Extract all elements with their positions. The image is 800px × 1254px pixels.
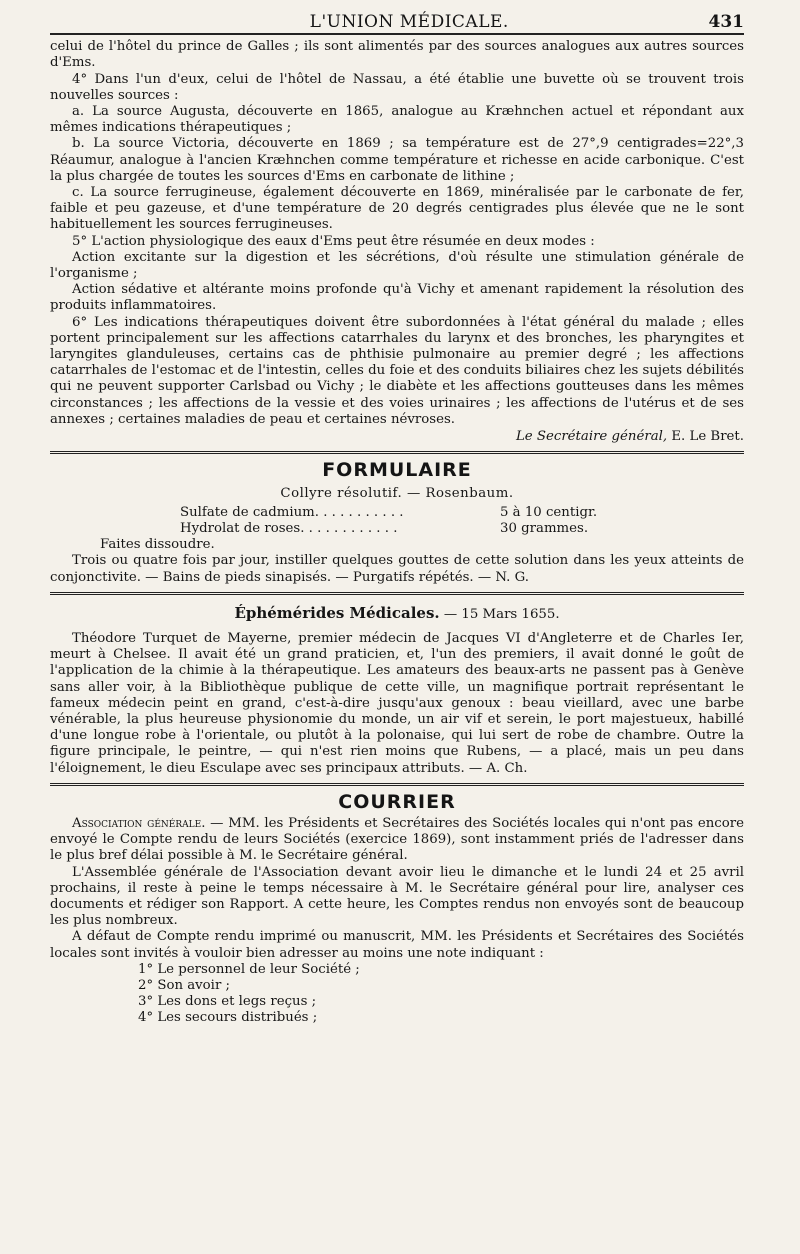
courrier-heading: COURRIER: [338, 790, 456, 813]
recipe-item: [180, 505, 620, 521]
paragraph: c. La source ferrugineuse, également découverte en 1869, minéralisée par le carbonate de fer, faible et peu gazeuse, et d'une température de 20 degrés centigrades plus élevée que ne le sont habituellement les sources ferrugineuses.: [50, 185, 744, 233]
section-divider: [50, 451, 744, 454]
paragraph: 4° Dans l'un d'eux, celui de l'hôtel de Nassau, a été établie une buvette où se trouvent trois nouvelles sources :: [50, 71, 744, 103]
paragraph: [50, 816, 744, 865]
section-divider: [50, 783, 744, 786]
list-item: 4° Les secours distribués ;: [138, 1010, 318, 1026]
formulaire-section: [50, 486, 744, 585]
journal-title: L'UNION MÉDICALE.: [309, 12, 509, 32]
signature: [50, 429, 744, 445]
ingredient-qty: 30 grammes.: [500, 520, 589, 536]
paragraph: 5° L'action physiologique des eaux d'Ems peut être résumée en deux modes :: [72, 233, 595, 249]
paragraph: a. La source Augusta, découverte en 1865, analogue au Kræhnchen actuel et répondant aux mêmes indications thérapeutiques ;: [50, 104, 744, 136]
page-number: 431: [708, 12, 744, 32]
page-header: [50, 14, 744, 35]
list-item: 1° Le personnel de leur Société ;: [138, 961, 360, 977]
paragraph: A défaut de Compte rendu imprimé ou manuscrit, MM. les Présidents et Secrétaires des Sociétés locales sont invités à vouloir bien adresser au moins une note indiquant :: [50, 929, 744, 961]
ingredient-qty: 5 à 10 centigr.: [500, 504, 598, 520]
courrier-section: [50, 816, 744, 1027]
paragraph: Action excitante sur la digestion et les sécrétions, d'où résulte une stimulation générale de l'organisme ;: [50, 249, 744, 282]
courrier-list: [50, 962, 744, 1027]
ephemerides-title: Éphémérides Médicales.: [234, 603, 440, 622]
recipe-title: Collyre résolutif. — Rosenbaum.: [280, 486, 514, 502]
paragraph: Action sédative et altérante moins profonde qu'à Vichy et amenant rapidement la résolution des produits inflammatoires.: [50, 282, 744, 314]
paragraph: L'Assemblée générale de l'Association devant avoir lieu le dimanche et le lundi 24 et 25 avril prochains, il reste à peine le temps nécessaire à M. le Secrétaire général pour lire, analyser ces documents et rédiger son Rapport. A cette heure, les Comptes rendus non envoyés sont de beaucoup les plus nombreux.: [50, 864, 744, 929]
ephemerides-text: Théodore Turquet de Mayerne, premier médecin de Jacques VI d'Angleterre et de Charles Ier, meurt à Chelsee. Il avait été un grand praticien, et, l'un des premiers, il avait donné le goût de l'application de la chimie à la thérapeutique. Les amateurs des beaux-arts ne passent pas à Genève sans aller voir, à la Bibliothèque publique de cette ville, un magnifique portrait représentant le fameux médecin peint en grand, c'est-à-dire jusqu'aux genoux : beau vieillard, avec une barbe vénérable, la plus heureuse physionomie du monde, un air vif et serein, le port majestueux, habillé d'une longue robe à l'orientale, ou plutôt à la polonaise, qui lui sert de robe de chambre. Outre la figure principale, le peintre, — qui n'est rien moins que Rubens, — a placé, mais un peu dans l'éloignement, le dieu Esculape avec ses principaux attributs. — A. Ch.: [50, 630, 744, 776]
formulaire-heading: FORMULAIRE: [322, 459, 472, 482]
recipe-instruction: Faites dissoudre.: [100, 537, 215, 553]
signature-name: E. Le Bret.: [671, 429, 744, 445]
paragraph: celui de l'hôtel du prince de Galles ; ils sont alimentés par des sources analogues aux autres sources d'Ems.: [50, 39, 744, 71]
list-item: 2° Son avoir ;: [138, 977, 231, 993]
section-divider: [50, 592, 744, 595]
recipe-item: [180, 521, 620, 537]
recipe-list: [180, 505, 620, 537]
paragraph: b. La source Victoria, découverte en 1869 ; sa température est de 27°,9 centigrades=22°,3 Réaumur, analogue à l'ancien Kræhnchen comme température et richesse en acide carbonique. C'est la plus chargée de toutes les sources d'Ems en carbonate de lithine ;: [50, 136, 744, 184]
ephemerides-heading: [50, 605, 744, 623]
courrier-lead: Association générale.: [72, 815, 206, 831]
list-item: 3° Les dons et legs reçus ;: [138, 994, 317, 1010]
paragraph: 6° Les indications thérapeutiques doivent être subordonnées à l'état général du malade ; elles portent principalement sur les affections catarrhales du larynx et des bronches, les pharyngites et laryngites glanduleuses, certains cas de phthisie pulmonaire au premier degré ; les affections catarrhales de l'estomac et de l'intestin, celles du foie et des conduits biliaires chez les sujets débilités qui ne peuvent supporter Carlsbad ou Vichy ; le diabète et les affections goutteuses dans les mêmes circonstances ; les affections de la vessie et des voies urinaires ; les affections de l'utérus et de ses annexes ; certaines maladies de peau et certaines névroses.: [50, 314, 744, 427]
article-continuation: [50, 39, 744, 445]
ingredient-name: Sulfate de cadmium. . . . . . . . . . .: [180, 504, 404, 520]
ingredient-name: Hydrolat de roses. . . . . . . . . . . .: [180, 520, 398, 536]
courrier-text: — MM. les Présidents et Secrétaires des Sociétés locales qui n'ont pas encore envoyé le Compte rendu de leurs Sociétés (exercice 1869), sont instamment priés de l'adresser dans le plus bref délai possible à M. le Secrétaire général.: [50, 815, 744, 864]
recipe-usage: Trois ou quatre fois par jour, instiller quelques gouttes de cette solution dans les yeux atteints de conjonctivite. — Bains de pieds sinapisés. — Purgatifs répétés. — N. G.: [50, 553, 744, 585]
ephemerides-date: — 15 Mars 1655.: [443, 606, 560, 622]
signature-role: Le Secrétaire général,: [515, 429, 668, 445]
